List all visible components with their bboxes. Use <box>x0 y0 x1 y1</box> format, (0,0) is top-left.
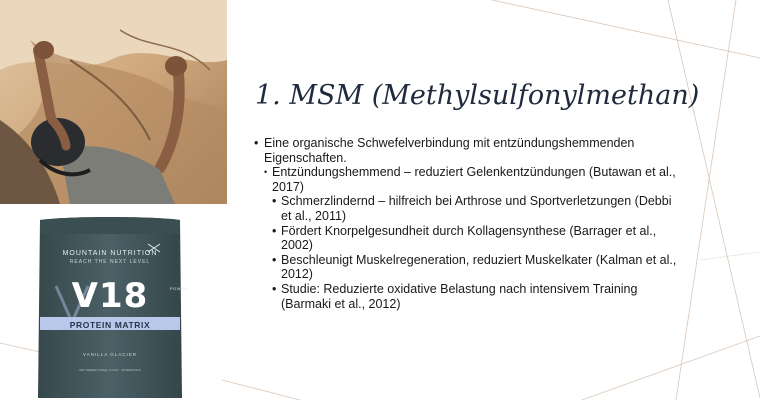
bullet-list <box>254 136 684 311</box>
climber-photo <box>0 0 227 204</box>
pouch-flavor: VANILLA GLACIER <box>83 352 137 357</box>
pouch-power-label: POWER <box>170 286 188 291</box>
product-pouch <box>30 212 190 400</box>
bullet-item: • Entzündungshemmend – reduziert Gelenkentzündungen (Butawan et al., 2017) <box>264 165 684 194</box>
pouch-product-name: V18 <box>71 276 149 316</box>
pouch-brand: MOUNTAIN NUTRITION <box>62 250 158 257</box>
pouch-tagline: REACH THE NEXT LEVEL <box>69 259 151 265</box>
bullet-item: • Schmerzlindernd – hilfreich bei Arthrose und Sportverletzungen (Debbi et al., 2011) <box>272 194 684 223</box>
pouch-subtitle: PROTEIN MATRIX <box>69 320 151 330</box>
pouch-weight: NET WEIGHT 1000g / 2.2 lbs · 40 SERVINGS <box>79 368 141 372</box>
slide-title: 1. MSM (Methylsulfonylmethan) <box>255 80 700 111</box>
bullet-item: • Eine organische Schwefelverbindung mit entzündungshemmenden Eigenschaften. <box>254 136 684 165</box>
bullet-item: • Beschleunigt Muskelregeneration, reduziert Muskelkater (Kalman et al., 2012) <box>272 253 684 282</box>
bullet-item: • Fördert Knorpelgesundheit durch Kollagensynthese (Barrager et al., 2002) <box>272 224 684 253</box>
bullet-item: • Studie: Reduzierte oxidative Belastung nach intensivem Training (Barmaki et al., 2012) <box>272 282 684 311</box>
